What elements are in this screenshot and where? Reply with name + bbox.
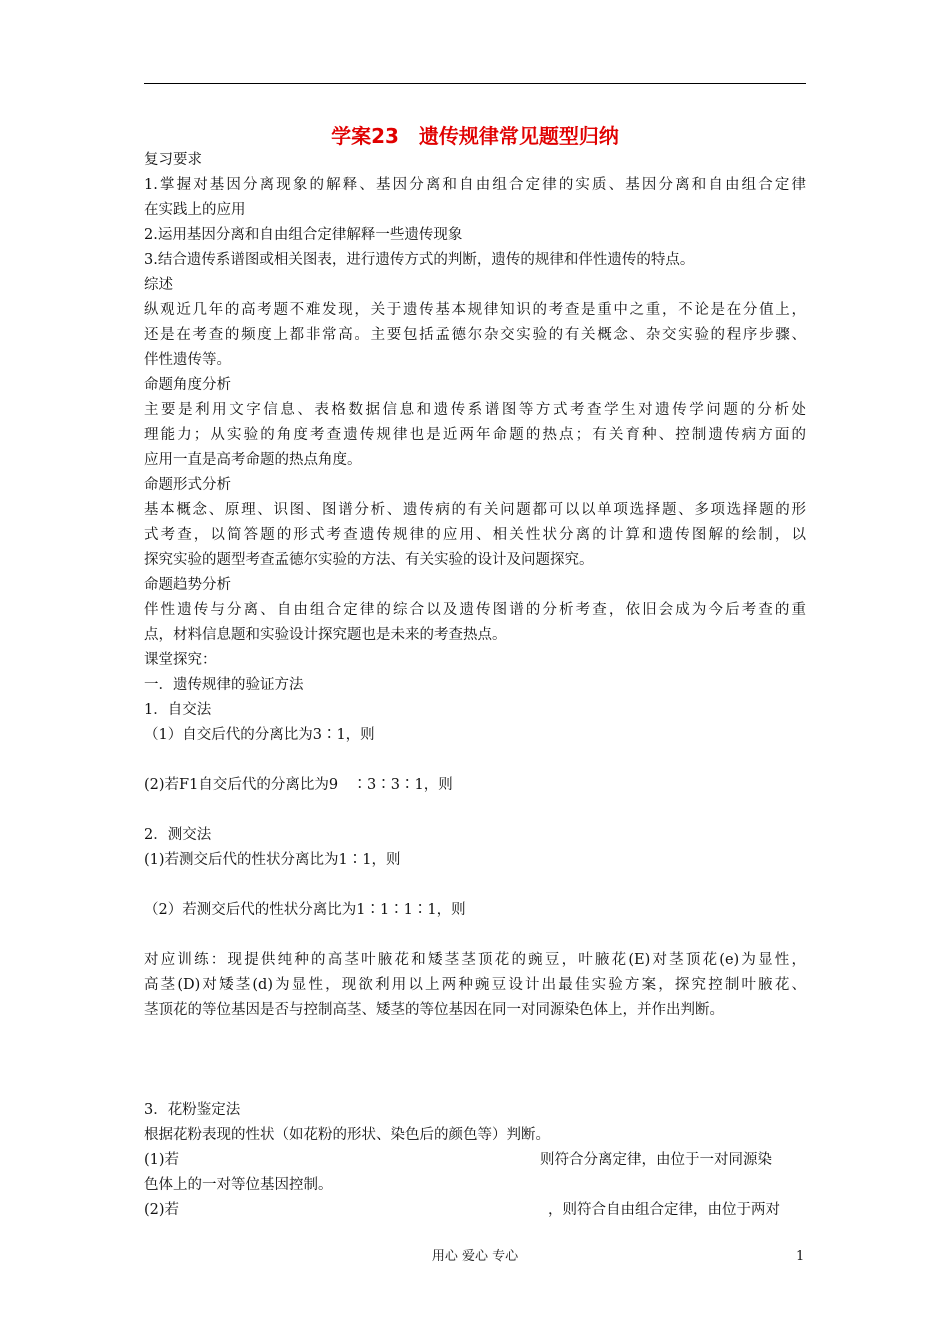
- text-line: 色体上的一对等位基因控制。: [144, 1177, 333, 1193]
- page-number: 1: [796, 1249, 805, 1264]
- text-fragment: ，则符合自由组合定律，由位于两对: [548, 1202, 780, 1218]
- text-line: 主要是利用文字信息、表格数据信息和遗传系谱图等方式考查学生对遗传学问题的分析处: [144, 402, 806, 418]
- text-line: 根据花粉表现的性状（如花粉的形状、染色后的颜色等）判断。: [144, 1127, 550, 1143]
- text-line: 1.掌握对基因分离现象的解释、基因分离和自由组合定律的实质、基因分离和自由组合定律: [144, 177, 806, 193]
- text-line: 探究实验的题型考查孟德尔实验的方法、有关实验的设计及问题探究。: [144, 552, 594, 568]
- page-title: 学案23 遗传规律常见题型归纳: [331, 124, 619, 148]
- text-line: [144, 1198, 806, 1222]
- method-heading-testcross: 2．测交法: [144, 827, 212, 843]
- method-heading-pollen: 3．花粉鉴定法: [144, 1102, 241, 1118]
- exercise-line: 茎顶花的等位基因是否与控制高茎、矮茎的等位基因在同一对同源染色体上，并作出判断。: [144, 1002, 724, 1018]
- text-line: 在实践上的应用: [144, 202, 246, 218]
- page-footer: 用心 爱心 专心: [431, 1249, 519, 1264]
- text-line: 伴性遗传与分离、自由组合定律的综合以及遗传图谱的分析考查，依旧会成为今后考查的重: [144, 602, 806, 618]
- text-line: 2.运用基因分离和自由组合定律解释一些遗传现象: [144, 227, 463, 243]
- text-line: （1）自交后代的分离比为3∶1，则: [144, 727, 375, 743]
- text-line: (2)若F1自交后代的分离比为9 ∶3∶3∶1，则: [144, 777, 453, 793]
- text-line: 还是在考查的频度上都非常高。主要包括孟德尔杂交实验的有关概念、杂交实验的程序步骤、: [144, 327, 806, 343]
- section-heading-class: 课堂探究：: [144, 652, 217, 668]
- section-heading-review: 复习要求: [144, 152, 202, 168]
- text-line: 式考查，以简答题的形式考查遗传规律的应用、相关性状分离的计算和遗传图解的绘制，以: [144, 527, 806, 543]
- section-heading-form: 命题形式分析: [144, 477, 231, 493]
- text-line: 纵观近几年的高考题不难发现，关于遗传基本规律知识的考查是重中之重，不论是在分值上，: [144, 302, 806, 318]
- section-heading-overview: 综述: [144, 277, 173, 293]
- method-heading-selfing: 1．自交法: [144, 702, 212, 718]
- section-heading-trend: 命题趋势分析: [144, 577, 231, 593]
- text-line: 伴性遗传等。: [144, 352, 231, 368]
- exercise-line: 高茎(D)对矮茎(d)为显性，现欲利用以上两种豌豆设计出最佳实验方案，探究控制叶腋花、: [144, 977, 806, 993]
- text-line: 理能力；从实验的角度考查遗传规律也是近两年命题的热点；有关育种、控制遗传病方面的: [144, 427, 806, 443]
- text-line: （2）若测交后代的性状分离比为1∶1∶1∶1，则: [144, 902, 466, 918]
- header-rule: [144, 83, 806, 84]
- exercise-line: 对应训练：现提供纯种的高茎叶腋花和矮茎茎顶花的豌豆，叶腋花(E)对茎顶花(e)为显性，: [144, 952, 806, 968]
- text-fragment: (1)若: [144, 1152, 180, 1168]
- text-line: (1)若测交后代的性状分离比为1∶1，则: [144, 852, 401, 868]
- text-fragment: 则符合分离定律，由位于一对同源染: [540, 1152, 772, 1168]
- text-line: 3.结合遗传系谱图或相关图表，进行遗传方式的判断，遗传的规律和伴性遗传的特点。: [144, 252, 695, 268]
- text-line: [144, 1148, 806, 1172]
- text-line: 点，材料信息题和实验设计探究题也是未来的考查热点。: [144, 627, 507, 643]
- text-line: 基本概念、原理、识图、图谱分析、遗传病的有关问题都可以以单项选择题、多项选择题的形: [144, 502, 806, 518]
- text-fragment: (2)若: [144, 1202, 180, 1218]
- text-line: 应用一直是高考命题的热点角度。: [144, 452, 362, 468]
- section-heading-angle: 命题角度分析: [144, 377, 231, 393]
- subsection-heading: 一．遗传规律的验证方法: [144, 677, 304, 693]
